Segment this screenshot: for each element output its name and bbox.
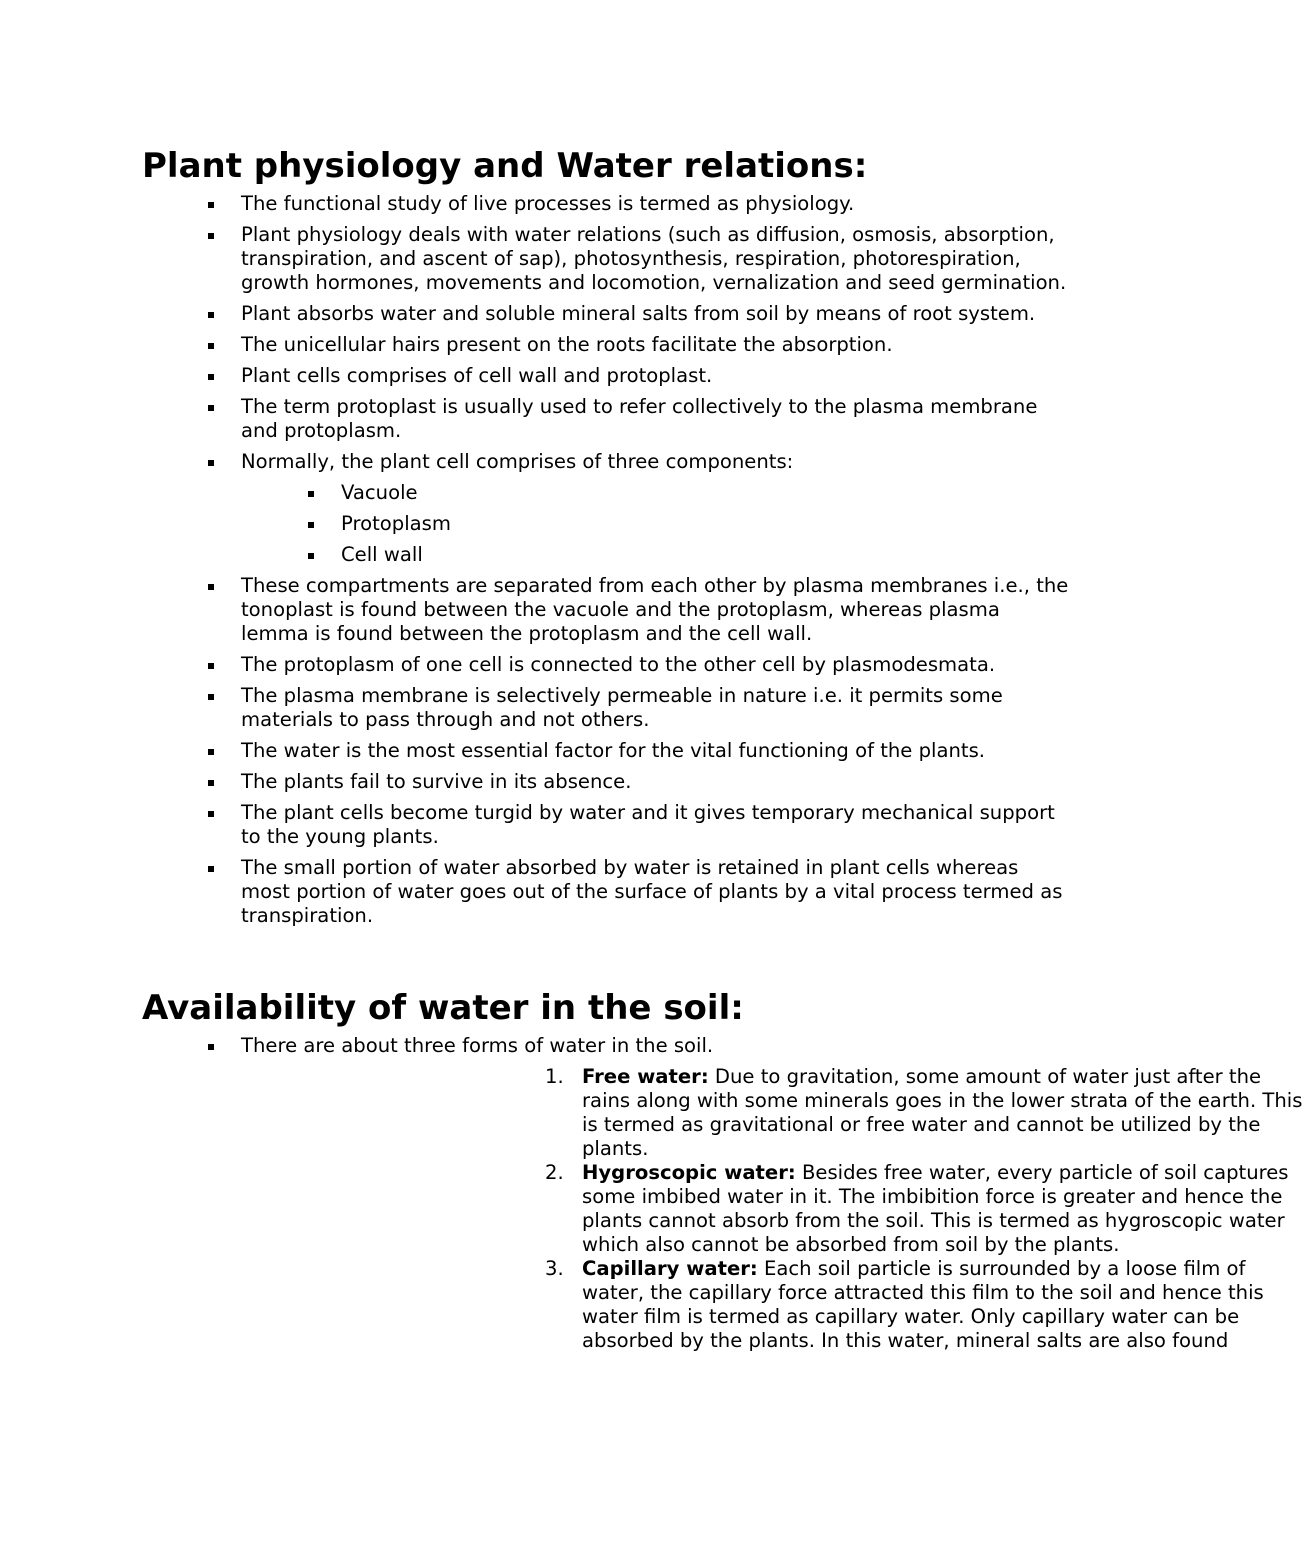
physiology-bullet-list xyxy=(0,192,1071,935)
list-item: The water is the most essential factor for the vital functioning of the plants. xyxy=(0,739,1071,763)
section-title-water-availability: Availability of water in the soil: xyxy=(142,988,744,1028)
square-bullet-icon xyxy=(208,866,214,872)
square-bullet-icon xyxy=(208,584,214,590)
numbered-item-free-water: 1. Free water: Due to gravitation, some amount of water just after the rains along with some minerals goes in the lower strata of the earth. This is termed as gravitational or free water and cannot be utilized by the plants. xyxy=(545,1065,1303,1160)
square-bullet-icon xyxy=(208,405,214,411)
water-forms-numbered-list xyxy=(241,1065,1303,1353)
square-bullet-icon xyxy=(208,233,214,239)
numbered-item-hygroscopic-water: 2. Hygroscopic water: Besides free water, every particle of soil captures some imbibed water in it. The imbibition force is greater and hence the plants cannot absorb from the soil. This is termed as hygroscopic water which also cannot be absorbed from soil by the plants. xyxy=(545,1161,1289,1256)
list-item: The term protoplast is usually used to refer collectively to the plasma membrane and protoplasm. xyxy=(0,395,1071,443)
list-item: The plants fail to survive in its absence. xyxy=(0,770,1071,794)
list-item: Plant cells comprises of cell wall and protoplast. xyxy=(0,364,1071,388)
square-bullet-icon xyxy=(208,749,214,755)
numbered-item-capillary-water: 3. Capillary water: Each soil particle is surrounded by a loose film of water, the capillary force attracted this film to the soil and hence this water film is termed as capillary water. Only capillary water can be absorbed by the plants. In this water, mineral salts are also found xyxy=(545,1257,1264,1352)
square-bullet-icon xyxy=(208,202,214,208)
square-bullet-icon xyxy=(208,780,214,786)
square-bullet-icon xyxy=(208,460,214,466)
sub-list-item-vacuole: Vacuole xyxy=(0,481,1071,505)
list-item: There are about three forms of water in the soil. 1. Free water: Due to gravitation, some amount of water just after the rains along with some minerals goes in the lower strata of the earth. This is termed as gravitational or free water and cannot be utilized by the plants. 2. Hygroscopic water: Besides free water, every particle of soil captures some imbibed water in it. The imbibition force is greater and hence the plants cannot absorb from the soil. This is termed as hygroscopic water which also cannot be absorbed from soil by the plants. 3. Capillary water: Each soil particle is surrounded by a loose film of water, the capillary force attracted this film to the soil and hence this water film is termed as capillary water. Only capillary water can be absorbed by the plants. In this water, mineral salts are also found xyxy=(0,1034,1071,1353)
list-item: The unicellular hairs present on the roots facilitate the absorption. xyxy=(0,333,1071,357)
square-bullet-icon xyxy=(308,522,314,528)
list-item: The plasma membrane is selectively permeable in nature i.e. it permits some materials to pass through and not others. xyxy=(0,684,1071,732)
square-bullet-icon xyxy=(308,491,314,497)
square-bullet-icon xyxy=(208,1044,214,1050)
list-item: These compartments are separated from each other by plasma membranes i.e., the tonoplast is found between the vacuole and the protoplasm, whereas plasma lemma is found between the protoplasm and the cell wall. xyxy=(0,574,1071,646)
list-item: Normally, the plant cell comprises of three components: xyxy=(0,450,1071,474)
sub-list-item-cell-wall: Cell wall xyxy=(0,543,1071,567)
sub-list-item-protoplasm: Protoplasm xyxy=(0,512,1071,536)
square-bullet-icon xyxy=(208,694,214,700)
list-item: The functional study of live processes is termed as physiology. xyxy=(0,192,1071,216)
list-item: The plant cells become turgid by water and it gives temporary mechanical support to the young plants. xyxy=(0,801,1071,849)
square-bullet-icon xyxy=(208,663,214,669)
section-title-plant-physiology: Plant physiology and Water relations: xyxy=(142,146,868,186)
list-item: Plant absorbs water and soluble mineral salts from soil by means of root system. xyxy=(0,302,1071,326)
square-bullet-icon xyxy=(308,553,314,559)
list-item: Plant physiology deals with water relations (such as diffusion, osmosis, absorption, transpiration, and ascent of sap), photosynthesis, respiration, photorespiration, growth hormones, movements and locomotion, vernalization and seed germination. xyxy=(0,223,1071,295)
square-bullet-icon xyxy=(208,374,214,380)
soil-water-list xyxy=(0,1034,1303,1360)
list-item: The protoplasm of one cell is connected to the other cell by plasmodesmata. xyxy=(0,653,1071,677)
square-bullet-icon xyxy=(208,312,214,318)
list-item: The small portion of water absorbed by water is retained in plant cells whereas most portion of water goes out of the surface of plants by a vital process termed as transpiration. xyxy=(0,856,1071,928)
square-bullet-icon xyxy=(208,811,214,817)
square-bullet-icon xyxy=(208,343,214,349)
